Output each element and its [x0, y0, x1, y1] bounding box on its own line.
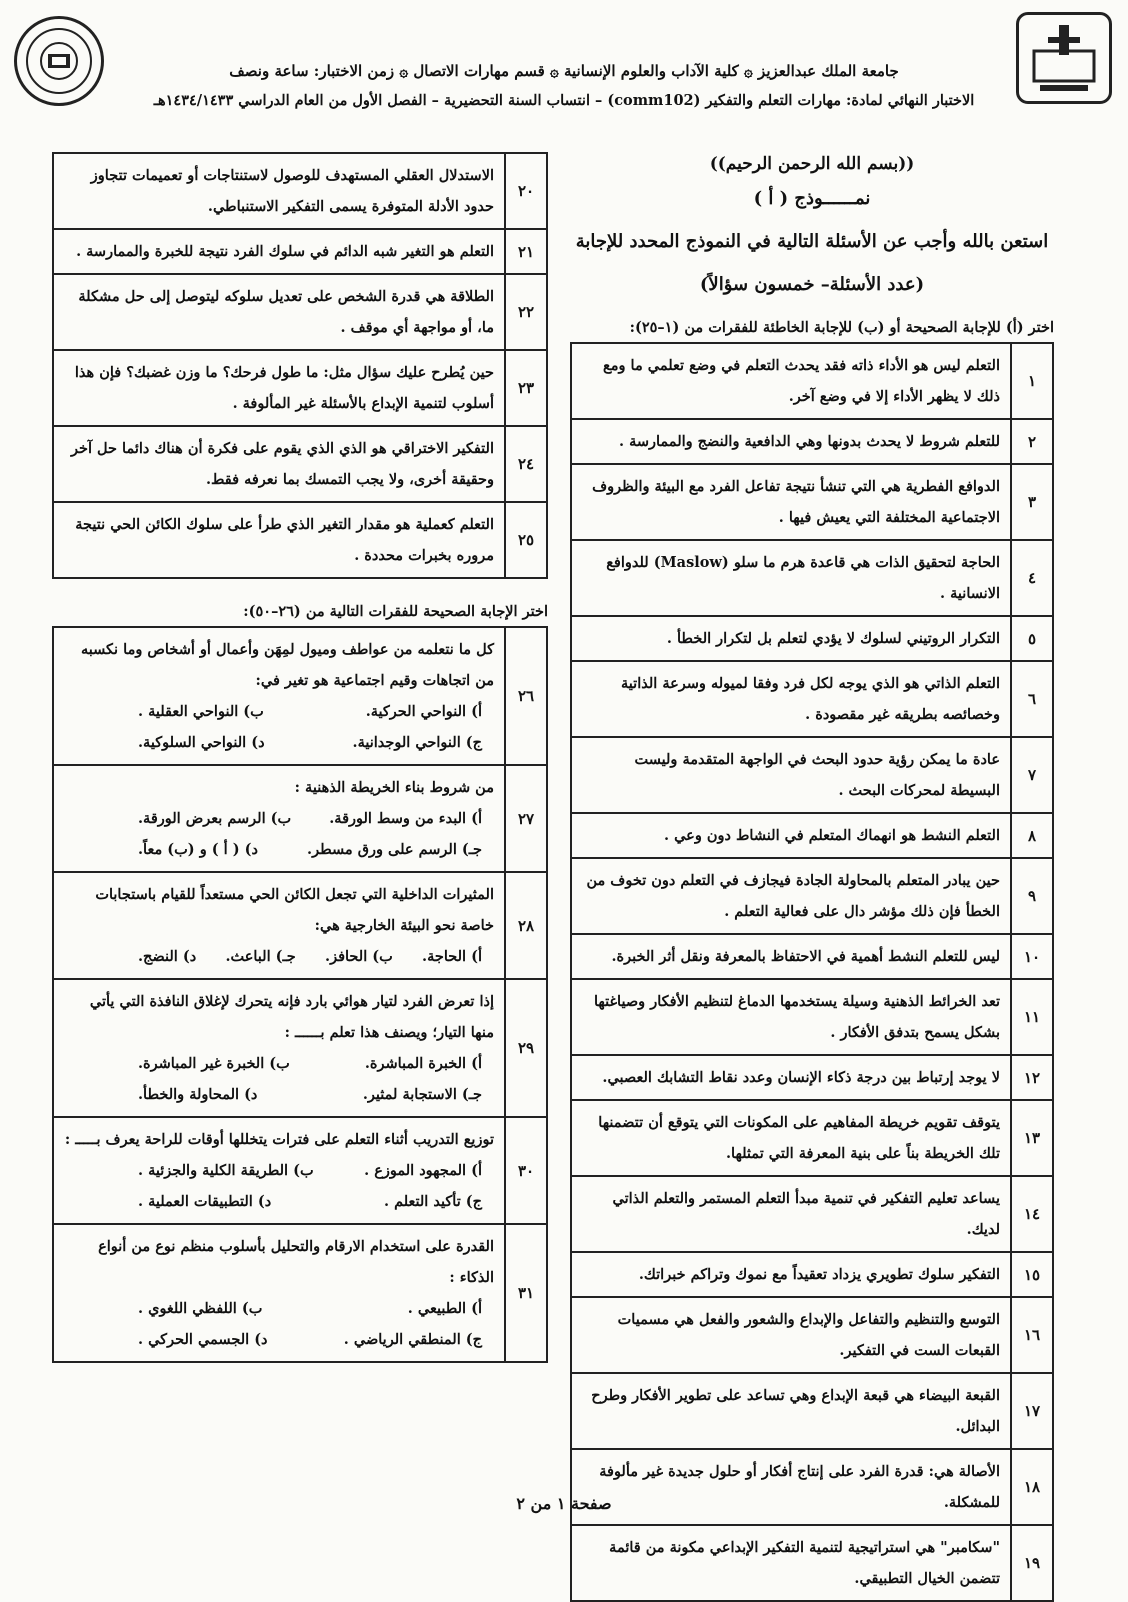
- answer-option: جـ) الباعث.: [225, 948, 296, 965]
- answer-option: د) النواحي السلوكية.: [138, 734, 265, 751]
- question-text: الطلاقة هي قدرة الشخص على تعديل سلوكه ليتوصل إلى حل مشكلة ما، أو مواجهة أي موقف .: [53, 274, 505, 350]
- true-false-table-left: [52, 152, 548, 579]
- question-number: ١٣: [1011, 1100, 1053, 1176]
- question-number: ١١: [1011, 979, 1053, 1055]
- option-line: [138, 727, 482, 758]
- question-text: التفكير الاختراقي هو الذي الذي يقوم على فكرة أن هناك دائما حل آخر وحقيقة أخرى، ولا يجب التمسك بما نعرفه فقط.: [53, 426, 505, 502]
- question-number: ١٦: [1011, 1297, 1053, 1373]
- question-number: ١٢: [1011, 1055, 1053, 1100]
- question-number: ٢٤: [505, 426, 547, 502]
- option-line: [138, 1324, 482, 1355]
- question-number: ٤: [1011, 540, 1053, 616]
- right-column: [570, 140, 1054, 1602]
- question-number: ٢٣: [505, 350, 547, 426]
- question-row: [571, 858, 1053, 934]
- answer-option: ب) الخبرة غير المباشرة.: [138, 1055, 290, 1072]
- answer-option: أ) المجهود الموزع .: [364, 1162, 482, 1179]
- question-row: [571, 1252, 1053, 1297]
- question-number: ١٠: [1011, 934, 1053, 979]
- question-text: التفكير سلوك تطويري يزداد تعقيداً مع نموك وتراكم خبراتك.: [571, 1252, 1011, 1297]
- answer-option: ج) النواحي الوجدانية.: [352, 734, 482, 751]
- question-row: [571, 661, 1053, 737]
- question-number: ١٧: [1011, 1373, 1053, 1449]
- question-row: [53, 153, 547, 229]
- question-stem: المثيرات الداخلية التي تجعل الكائن الحي مستعداً للقيام باستجابات خاصة نحو البيئة الخارجية هي:: [95, 886, 494, 934]
- university-logo: [1016, 12, 1112, 104]
- question-row: [571, 979, 1053, 1055]
- question-count: (عدد الأسئلة– خمسون سؤالاً): [699, 274, 925, 295]
- mc-question-body: [53, 979, 505, 1117]
- mc-question-row: [53, 627, 547, 765]
- question-text: التعلم هو التغير شبه الدائم في سلوك الفرد نتيجة للخبرة والممارسة .: [53, 229, 505, 274]
- answer-option: ب) الرسم بعرض الورقة.: [138, 810, 292, 827]
- question-text: حين يُطرح عليك سؤال مثل: ما طول فرحك؟ ما وزن غضبك؟ فإن هذا أسلوب لتنمية الإبداع بالأسئلة غير المألوفة .: [53, 350, 505, 426]
- question-text: التعلم الذاتي هو الذي يوجه لكل فرد وفقا لميوله وسرعة الذاتية وخصائصه بطريقه غير مقصودة .: [571, 661, 1011, 737]
- option-line: [138, 1293, 482, 1324]
- question-row: [571, 1176, 1053, 1252]
- question-row: [53, 229, 547, 274]
- question-row: [571, 934, 1053, 979]
- university-emblem-icon: [1026, 21, 1102, 95]
- exam-instruction: استعن بالله وأجب عن الأسئلة التالية في النموذج المحدد للإجابة: [575, 231, 1049, 252]
- question-stem: كل ما نتعلمه من عواطف وميول لمِهَن وأعمال أو أشخاص وما نكسبه من اتجاهات وقيم اجتماعية هو تغير في:: [80, 641, 494, 689]
- answer-option: ج) المنطقي الرياضي .: [343, 1331, 482, 1348]
- question-row: [571, 616, 1053, 661]
- question-text: القبعة البيضاء هي قبعة الإبداع وهي تساعد على تطوير الأفكار وطرح البدائل.: [571, 1373, 1011, 1449]
- answer-option: د) النضج.: [138, 948, 197, 965]
- option-line: [138, 1079, 482, 1110]
- section2-instruction: اختر الإجابة الصحيحة للفقرات التالية من (٢٦–٥٠):: [243, 603, 548, 620]
- option-line: [138, 1186, 482, 1217]
- question-row: [571, 1297, 1053, 1373]
- question-number: ١٤: [1011, 1176, 1053, 1252]
- question-number: ٢٩: [505, 979, 547, 1117]
- question-number: ١٥: [1011, 1252, 1053, 1297]
- question-row: [53, 350, 547, 426]
- question-row: [571, 540, 1053, 616]
- question-number: ٢٠: [505, 153, 547, 229]
- mc-question-row: [53, 1117, 547, 1224]
- answer-option: د) الجسمي الحركي .: [138, 1331, 268, 1348]
- seal-icon: [24, 26, 94, 96]
- question-row: [571, 813, 1053, 858]
- option-line: [138, 1155, 482, 1186]
- answer-option: ج) تأكيد التعلم .: [383, 1193, 482, 1210]
- answer-option: جـ) الرسم على ورق مسطر.: [307, 841, 482, 858]
- question-row: [571, 1055, 1053, 1100]
- question-row: [571, 737, 1053, 813]
- question-text: التوسع والتنظيم والتفاعل والإبداع والشعور والفعل هي مسميات القبعات الست في التفكير.: [571, 1297, 1011, 1373]
- question-text: يتوقف تقويم خريطة المفاهيم على المكونات التي يتوقع أن تتضمنها تلك الخريطة بناً على بنية المعرفة التي تمثلها.: [571, 1100, 1011, 1176]
- question-text: التعلم النشط هو انهماك المتعلم في النشاط دون وعي .: [571, 813, 1011, 858]
- page-number: صفحة ١ من ٢: [516, 1494, 612, 1513]
- question-number: ٣: [1011, 464, 1053, 540]
- question-text: "سكامبر" هي استراتيجية لتنمية التفكير الإبداعي مكونة من قائمة تتضمن الخيال التطبيقي.: [571, 1525, 1011, 1601]
- true-false-table-right: [570, 342, 1054, 1602]
- option-line: [138, 1048, 482, 1079]
- question-text: الاستدلال العقلي المستهدف للوصول لاستنتاجات أو تعميمات تتجاوز حدود الأدلة المتوفرة يسمى التفكير الاستنباطي.: [53, 153, 505, 229]
- question-number: ٢٧: [505, 765, 547, 872]
- exam-header-line2: الاختبار النهائي لمادة: مهارات التعلم والتفكير (comm102) – انتساب السنة التحضيرية – الفصل الأول من العام الدراسي ١٤٣٤/١٤٣٣هـ: [153, 92, 975, 109]
- question-number: ١٩: [1011, 1525, 1053, 1601]
- answer-option: د) المحاولة والخطأ.: [138, 1086, 258, 1103]
- left-column: [52, 152, 548, 1363]
- question-number: ٥: [1011, 616, 1053, 661]
- question-row: [53, 502, 547, 578]
- question-text: حين يبادر المتعلم بالمحاولة الجادة فيجازف في التعلم دون تخوف من الخطأ فإن ذلك مؤشر دال على فعالية التعلم .: [571, 858, 1011, 934]
- question-number: ٧: [1011, 737, 1053, 813]
- question-number: ٢١: [505, 229, 547, 274]
- question-text: الأصالة هي: قدرة الفرد على إنتاج أفكار أو حلول جديدة غير مألوفة للمشكلة.: [571, 1449, 1011, 1525]
- mc-question-body: [53, 872, 505, 979]
- mc-question-row: [53, 765, 547, 872]
- multiple-choice-table: [52, 626, 548, 1363]
- question-stem: القدرة على استخدام الارقام والتحليل بأسلوب منظم نوع من أنواع الذكاء :: [98, 1238, 494, 1286]
- question-text: الحاجة لتحقيق الذات هي قاعدة هرم ما سلو (Maslow) للدوافع الانسانية .: [571, 540, 1011, 616]
- mc-question-body: [53, 627, 505, 765]
- option-line: [138, 696, 482, 727]
- answer-option: أ) النواحي الحركية.: [365, 703, 482, 720]
- question-row: [53, 274, 547, 350]
- option-line: [138, 941, 482, 972]
- question-number: ٢٦: [505, 627, 547, 765]
- question-row: [571, 1100, 1053, 1176]
- question-text: تعد الخرائط الذهنية وسيلة يستخدمها الدماغ لتنظيم الأفكار وصياغتها بشكل يسمح بتدفق الأفكار .: [571, 979, 1011, 1055]
- mc-question-row: [53, 1224, 547, 1362]
- basmala: ((بسم الله الرحمن الرحيم)): [709, 154, 915, 174]
- question-number: ٨: [1011, 813, 1053, 858]
- answer-option: د) التطبيقات العملية .: [138, 1193, 272, 1210]
- question-stem: من شروط بناء الخريطة الذهنية :: [294, 779, 494, 796]
- answer-option: جـ) الاستجابة لمثير.: [362, 1086, 482, 1103]
- question-number: ٢٨: [505, 872, 547, 979]
- question-row: [571, 419, 1053, 464]
- question-number: ٩: [1011, 858, 1053, 934]
- question-text: التعلم كعملية هو مقدار التغير الذي طرأ على سلوك الكائن الحي نتيجة مروره بخبرات محددة .: [53, 502, 505, 578]
- question-number: ٣١: [505, 1224, 547, 1362]
- question-text: التكرار الروتيني لسلوك لا يؤدي لتعلم بل لتكرار الخطأ .: [571, 616, 1011, 661]
- answer-option: ب) الحافز.: [325, 948, 393, 965]
- mc-question-row: [53, 872, 547, 979]
- question-row: [571, 343, 1053, 419]
- answer-option: ب) النواحي العقلية .: [138, 703, 264, 720]
- question-row: [571, 1525, 1053, 1601]
- question-number: ١٨: [1011, 1449, 1053, 1525]
- question-number: ١: [1011, 343, 1053, 419]
- question-number: ٢٢: [505, 274, 547, 350]
- question-number: ٦: [1011, 661, 1053, 737]
- question-text: للتعلم شروط لا يحدث بدونها وهي الدافعية والنضج والممارسة .: [571, 419, 1011, 464]
- question-number: ٢٥: [505, 502, 547, 578]
- question-stem: إذا تعرض الفرد لتيار هوائي بارد فإنه يتحرك لإغلاق النافذة التي يأتي منها التيار؛ ويصنف هذا تعلم بــــــ :: [89, 993, 494, 1041]
- mc-question-body: [53, 1117, 505, 1224]
- question-text: لا يوجد إرتباط بين درجة ذكاء الإنسان وعدد نقاط التشابك العصبي.: [571, 1055, 1011, 1100]
- option-line: [138, 834, 482, 865]
- question-text: التعلم ليس هو الأداء ذاته فقد يحدث التعلم في وضع تعلمي ما ومع ذلك لا يظهر الأداء إلا في وضع آخر.: [571, 343, 1011, 419]
- faculty-seal-logo: [14, 16, 104, 106]
- answer-option: أ) البدء من وسط الورقة.: [329, 810, 482, 827]
- answer-option: أ) الحاجة.: [422, 948, 482, 965]
- model-label: نمــــــوذج ( أ ): [753, 188, 871, 209]
- question-row: [571, 1449, 1053, 1525]
- question-text: يساعد تعليم التفكير في تنمية مبدأ التعلم المستمر والتعلم الذاتي لديك.: [571, 1176, 1011, 1252]
- question-stem: توزيع التدريب أثناء التعلم على فترات يتخللها أوقات للراحة يعرف بـــــ :: [64, 1131, 494, 1148]
- question-number: ٢: [1011, 419, 1053, 464]
- question-text: عادة ما يمكن رؤية حدود البحث في الواجهة المتقدمة وليست البسيطة لمحركات البحث .: [571, 737, 1011, 813]
- mc-question-body: [53, 1224, 505, 1362]
- mc-question-row: [53, 979, 547, 1117]
- answer-option: ب) الطريقة الكلية والجزئية .: [138, 1162, 314, 1179]
- section1-instruction: اختر (أ) للإجابة الصحيحة أو (ب) للإجابة الخاطئة للفقرات من (١–٢٥):: [629, 319, 1054, 336]
- exam-header-line1: جامعة الملك عبدالعزيز ۞ كلية الآداب والعلوم الإنسانية ۞ قسم مهارات الاتصال ۞ زمن الاختبار: ساعة ونصف: [229, 62, 899, 80]
- answer-option: أ) الخبرة المباشرة.: [364, 1055, 482, 1072]
- option-line: [138, 803, 482, 834]
- question-text: الدوافع الفطرية هي التي تنشأ نتيجة تفاعل الفرد مع البيئة والظروف الاجتماعية المختلفة التي يعيش فيها .: [571, 464, 1011, 540]
- answer-option: د) ( أ ) و (ب) معاً.: [138, 841, 258, 858]
- question-row: [53, 426, 547, 502]
- question-row: [571, 1373, 1053, 1449]
- mc-question-body: [53, 765, 505, 872]
- answer-option: ب) اللفظي اللغوي .: [138, 1300, 263, 1317]
- question-number: ٣٠: [505, 1117, 547, 1224]
- answer-option: أ) الطبيعي .: [407, 1300, 482, 1317]
- question-row: [571, 464, 1053, 540]
- question-text: ليس للتعلم النشط أهمية في الاحتفاظ بالمعرفة ونقل أثر الخبرة.: [571, 934, 1011, 979]
